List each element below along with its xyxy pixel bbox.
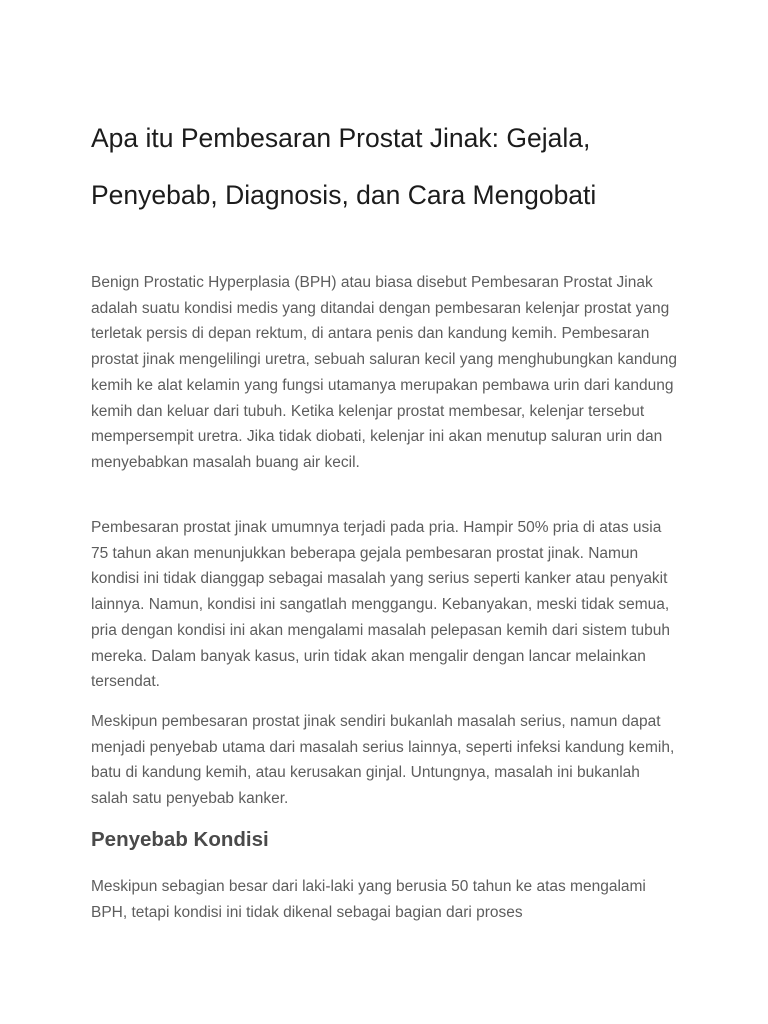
paragraph-2-block <box>91 515 681 695</box>
paragraph-2: Pembesaran prostat jinak umumnya terjadi pada pria. Hampir 50% pria di atas usia 75 tahun akan menunjukkan beberapa gejala pembesaran prostat jinak. Namun kondisi ini tidak dianggap sebagai masalah yang serius seperti kanker atau penyakit lainnya. Namun, kondisi ini sangatlah menggangu. Kebanyakan, meski tidak semua, pria dengan kondisi ini akan mengalami masalah pelepasan kemih dari sistem tubuh mereka. Dalam banyak kasus, urin tidak akan mengalir dengan lancar melainkan tersendat. <box>91 519 671 691</box>
article-title: Apa itu Pembesaran Prostat Jinak: Gejala, Penyebab, Diagnosis, dan Cara Mengobati <box>91 123 597 210</box>
paragraph-1: Benign Prostatic Hyperplasia (BPH) atau biasa disebut Pembesaran Prostat Jinak adalah suatu kondisi medis yang ditandai dengan pembesaran kelenjar prostat yang terletak persis di depan rektum, di antara penis dan kandung kemih. Pembesaran prostat jinak mengelilingi uretra, sebuah saluran kecil yang menghubungkan kandung kemih ke alat kelamin yang fungsi utamanya merupakan pembawa urin dari kandung kemih dan keluar dari tubuh. Ketika kelenjar prostat membesar, kelenjar tersebut mempersempit uretra. Jika tidak diobati, kelenjar ini akan menutup saluran urin dan menyebabkan masalah buang air kecil. <box>91 274 677 471</box>
section-paragraph: Meskipun sebagian besar dari laki-laki yang berusia 50 tahun ke atas mengalami BPH, tetapi kondisi ini tidak dikenal sebagai bagian dari proses <box>91 878 646 921</box>
paragraph-3: Meskipun pembesaran prostat jinak sendiri bukanlah masalah serius, namun dapat menjadi penyebab utama dari masalah serius lainnya, seperti infeksi kandung kemih, batu di kandung kemih, atau kerusakan ginjal. Untungnya, masalah ini bukanlah salah satu penyebab kanker. <box>91 713 675 808</box>
section-heading: Penyebab Kondisi <box>91 828 269 851</box>
section-paragraph-block <box>91 874 681 925</box>
paragraph-1-block <box>91 270 681 476</box>
paragraph-3-block <box>91 709 681 812</box>
